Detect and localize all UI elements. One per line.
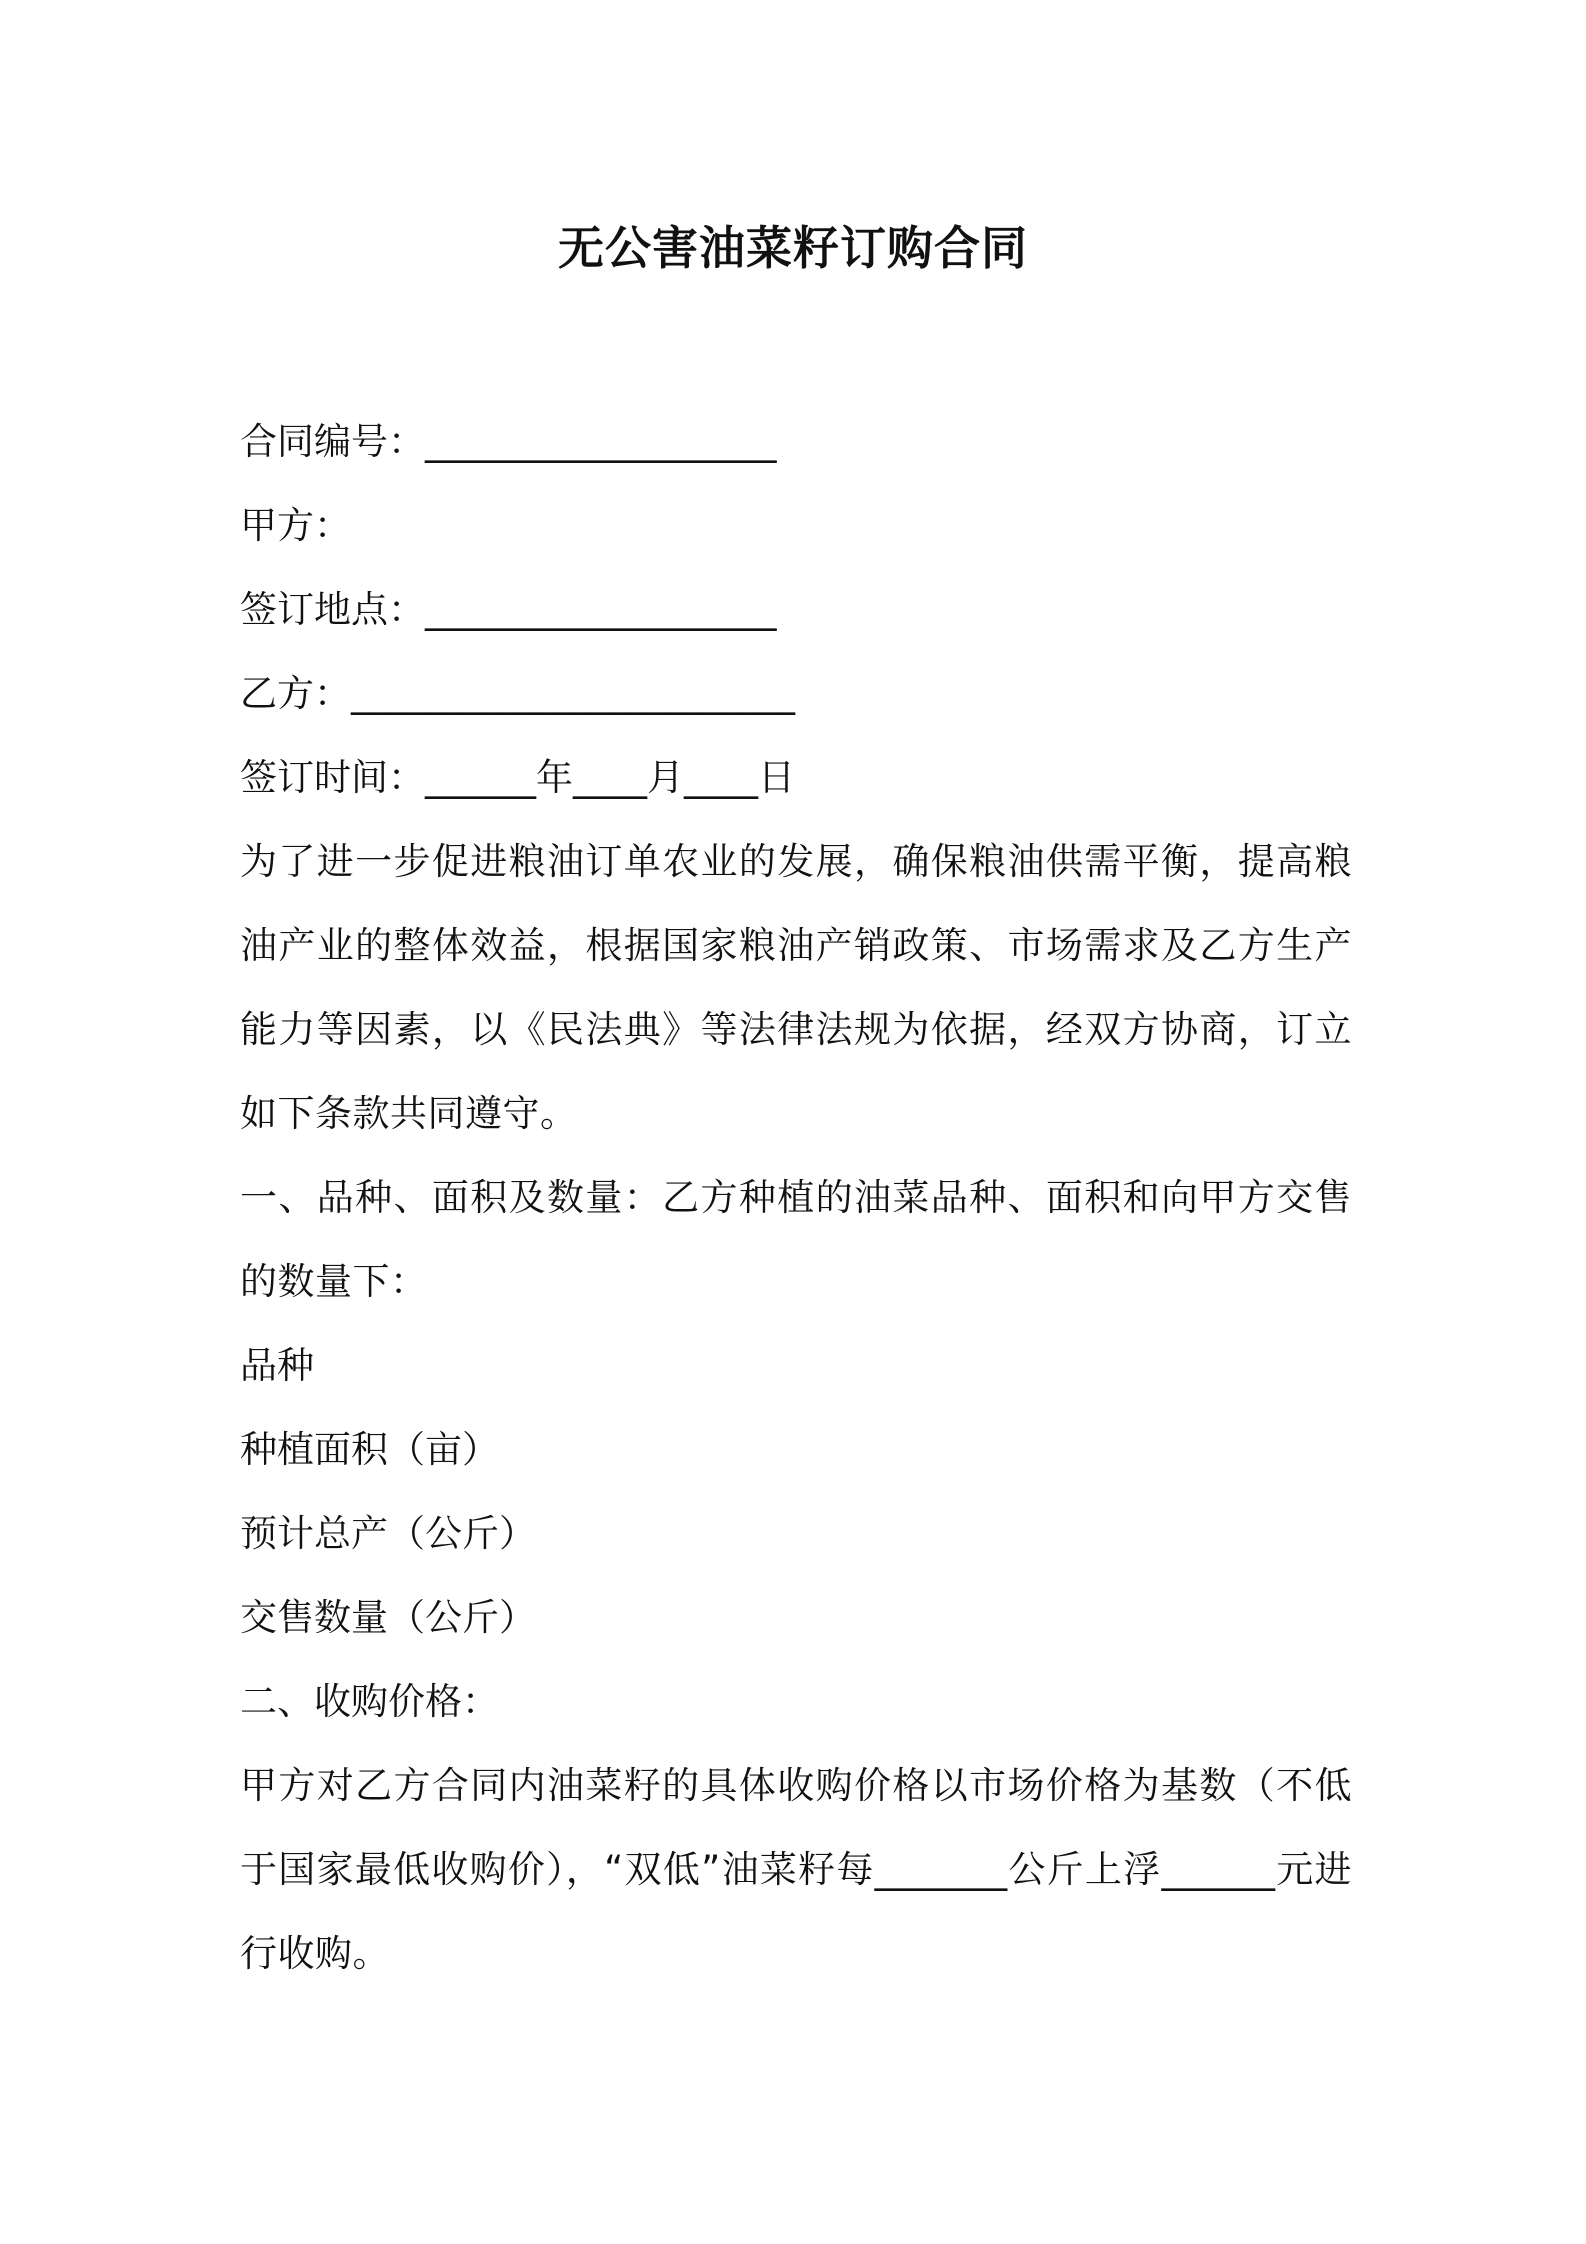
party-b-line: 乙方：________________________: [240, 672, 795, 715]
expected-output-item: 预计总产（公斤）: [240, 1512, 536, 1555]
planting-area-item: 种植面积（亩）: [240, 1428, 499, 1471]
variety-item: 品种: [240, 1344, 314, 1387]
document-body: [240, 400, 1352, 1996]
signing-date-line: 签订时间：______年____月____日: [240, 756, 795, 799]
price-paragraph: 甲方对乙方合同内油菜籽的具体收购价格以市场价格为基数（不低于国家最低收购价），“双低”油菜籽每_______公斤上浮______元进行收购。: [240, 1764, 1352, 1975]
section-1-heading: 一、品种、面积及数量：乙方种植的油菜品种、面积和向甲方交售的数量下：: [240, 1176, 1352, 1303]
contract-number-line: 合同编号：___________________: [240, 420, 777, 463]
preamble-paragraph: 为了进一步促进粮油订单农业的发展，确保粮油供需平衡，提高粮油产业的整体效益，根据国家粮油产销政策、市场需求及乙方生产能力等因素，以《民法典》等法律法规为依据，经双方协商，订立如下条款共同遵守。: [240, 840, 1352, 1135]
party-a-line: 甲方：: [240, 504, 351, 547]
signing-place-line: 签订地点：___________________: [240, 588, 777, 631]
document-title: 无公害油菜籽订购合同: [558, 221, 1028, 275]
section-2-heading: 二、收购价格：: [240, 1680, 499, 1723]
delivery-quantity-item: 交售数量（公斤）: [240, 1596, 536, 1639]
